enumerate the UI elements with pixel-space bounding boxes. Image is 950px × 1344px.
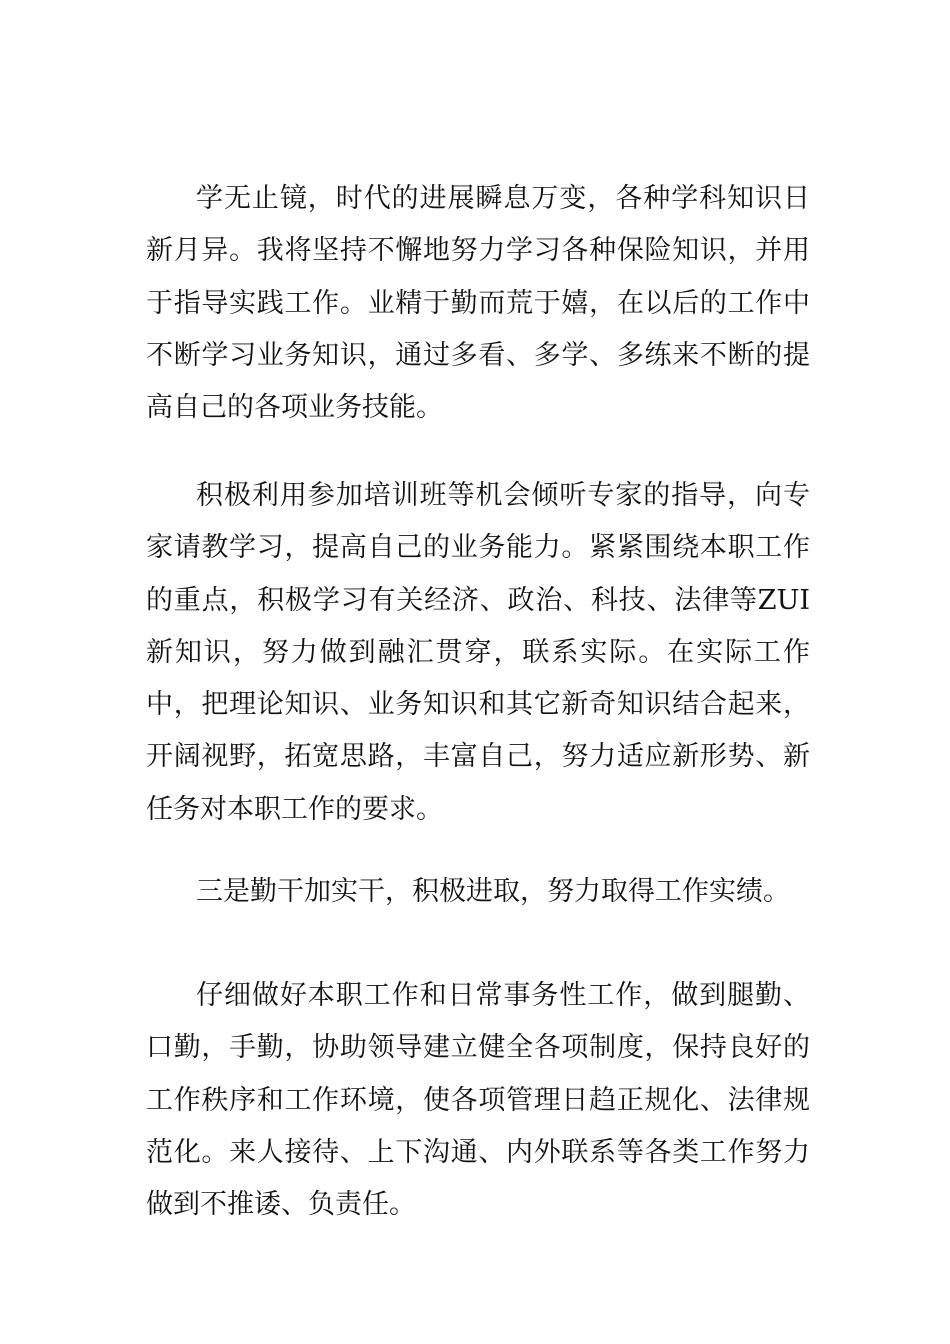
paragraph-continuous-learning: 学无止镜，时代的进展瞬息万变，各种学科知识日新月异。我将坚持不懈地努力学习各种保险知识，并用于指导实践工作。业精于勤而荒于嬉，在以后的工作中不断学习业务知识，通过多看、多学、多练来不断的提高自己的各项业务技能。 xyxy=(146,183,810,424)
paragraph-training-and-study: 积极利用参加培训班等机会倾听专家的指导，向专家请教学习，提高自己的业务能力。紧紧围绕本职工作的重点，积极学习有关经济、政治、科技、法律等ZUI新知识，努力做到融汇贯穿，联系实际。在实际工作中，把理论知识、业务知识和其它新奇知识结合起来，开阔视野，拓宽思路，丰富自己，努力适应新形势、新任务对本职工作的要求。 xyxy=(146,480,810,825)
paragraph-section-heading: 三是勤干加实干，积极进取，努力取得工作实绩。 xyxy=(196,876,790,907)
paragraph-daily-work: 仔细做好本职工作和日常事务性工作，做到腿勤、口勤，手勤，协助领导建立健全各项制度，保持良好的工作秩序和工作环境，使各项管理日趋正规化、法律规范化。来人接待、上下沟通、内外联系等各类工作努力做到不推诿、负责任。 xyxy=(146,980,810,1221)
